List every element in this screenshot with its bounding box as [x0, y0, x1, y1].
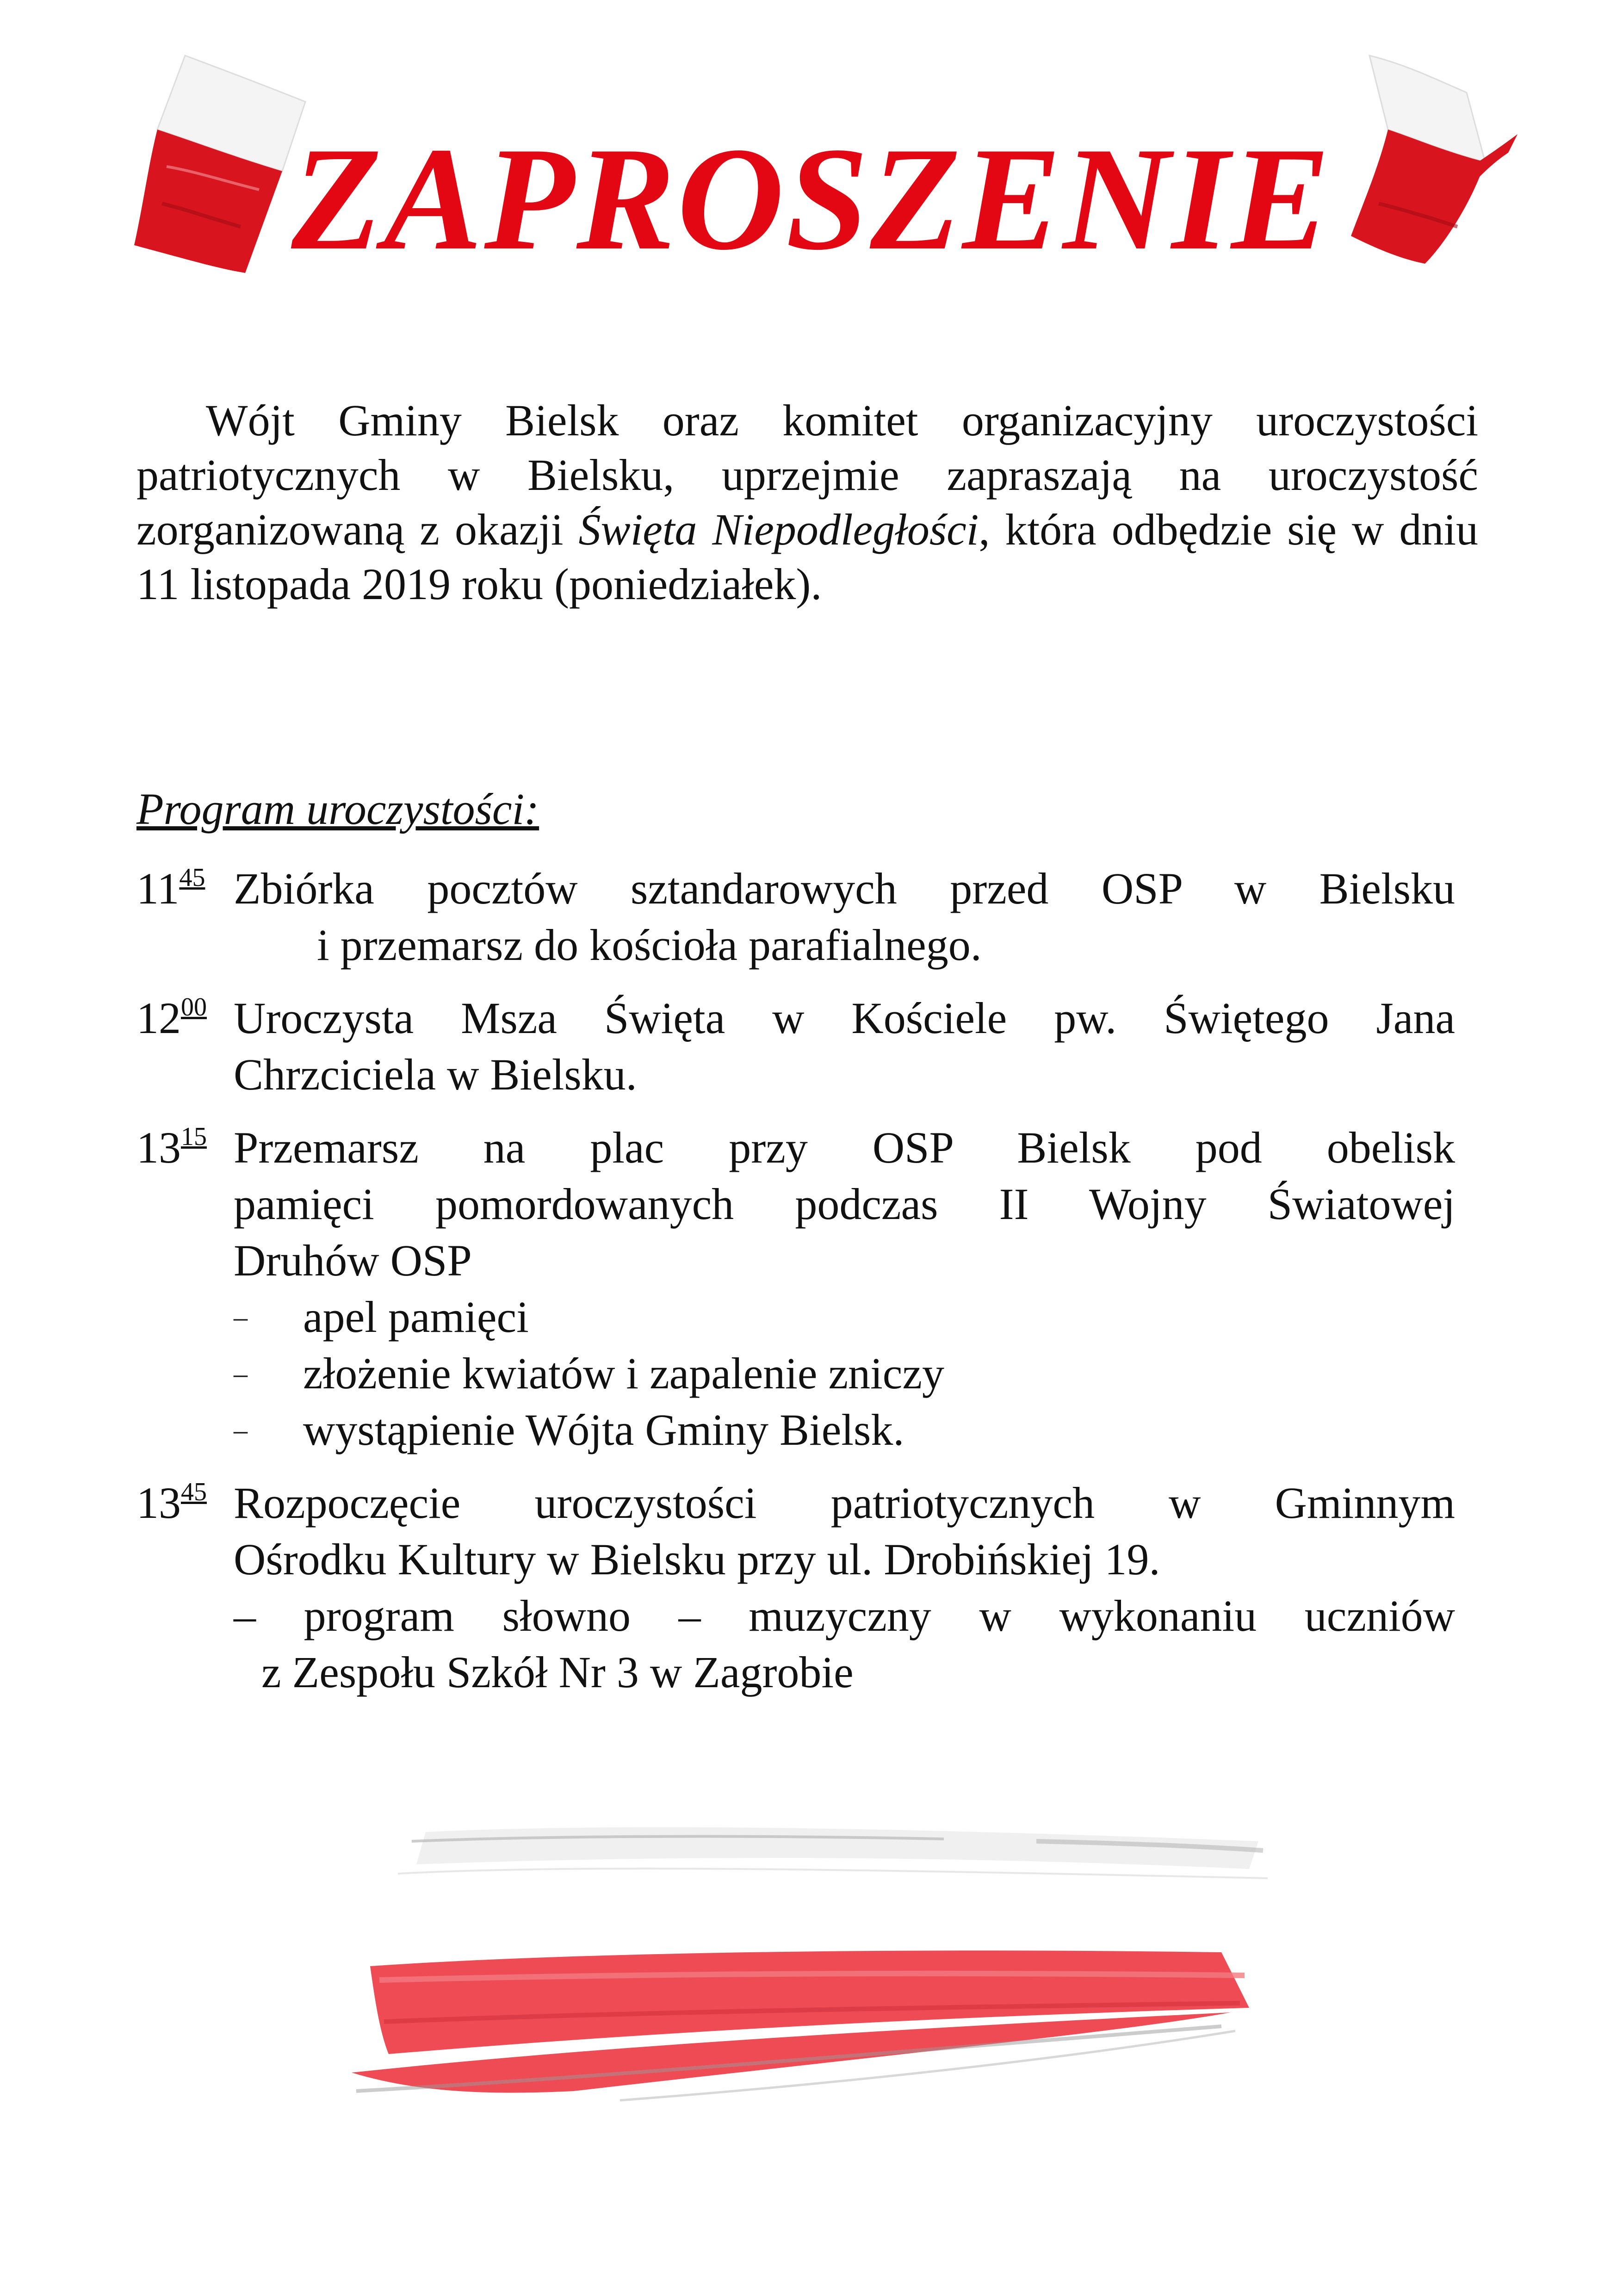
program-description: [234, 1120, 1455, 1458]
program-item: [136, 1475, 1455, 1701]
program-description: [234, 860, 1455, 973]
program-sub-list: [234, 1289, 1455, 1458]
program-line: – program słowno – muzyczny w wykonaniu uczniów: [234, 1591, 1455, 1640]
program-description: [234, 990, 1455, 1103]
program-minute: 15: [181, 1122, 207, 1151]
program-time: [136, 860, 234, 973]
program-line: Ośrodku Kultury w Bielsku przy ul. Drobińskiej 19.: [234, 1535, 1160, 1584]
program-sub-item: [234, 1289, 1455, 1345]
dash-bullet: –: [234, 1302, 248, 1332]
program-line: Druhów OSP: [234, 1236, 472, 1285]
program-sub-text: złożenie kwiatów i zapalenie zniczy: [303, 1349, 944, 1398]
brush-flag-icon: [342, 1813, 1295, 2128]
program-line: Chrzciciela w Bielsku.: [234, 1050, 637, 1099]
dash-bullet: –: [234, 1358, 248, 1389]
dash-bullet: –: [234, 1415, 248, 1445]
program-minute: 45: [181, 1478, 207, 1506]
program-item: [136, 1120, 1455, 1458]
program-sub-item: [234, 1402, 1455, 1458]
program-minute: 00: [181, 993, 207, 1021]
program-line: i przemarsz do kościoła parafialnego.: [317, 920, 982, 970]
program-minute: 45: [179, 863, 205, 892]
program-sub-text: apel pamięci: [303, 1292, 529, 1342]
program-hour: 13: [136, 1478, 181, 1528]
program-hour: 13: [136, 1123, 181, 1172]
program-item: [136, 990, 1455, 1103]
program-time: [136, 1120, 234, 1458]
program-line: Uroczysta Msza Święta w Kościele pw. Świętego Jana: [234, 993, 1455, 1043]
program-line: z Zespołu Szkół Nr 3 w Zagrobie: [261, 1647, 854, 1697]
program-hour: 12: [136, 993, 181, 1043]
program-heading: Program uroczystości:: [136, 784, 539, 834]
intro-text-start: Wójt Gminy Bielsk oraz komitet organizacyjny uroczystości patriotycznych w Bielsku, uprzejmie zapraszają na uroczystość zorganizowaną z okazji: [136, 396, 1478, 554]
program-sub-text: wystąpienie Wójta Gminy Bielsk.: [303, 1405, 904, 1454]
program-line: Zbiórka pocztów sztandarowych przed OSP w Bielsku: [234, 864, 1455, 913]
program-hour: 11: [136, 864, 180, 913]
program-line: Rozpoczęcie uroczystości patriotycznych w Gminnym: [234, 1478, 1455, 1528]
program-item: [136, 860, 1455, 973]
program-line: Przemarsz na plac przy OSP Bielsk pod obelisk: [234, 1123, 1455, 1172]
program-list: [136, 860, 1455, 1717]
program-sub-item: [234, 1345, 1455, 1402]
intro-holiday-name: Święta Niepodległości: [578, 505, 979, 554]
intro-text-end: , która odbędzie się w dniu 11 listopada 2019 roku (poniedziałek).: [136, 505, 1479, 609]
program-line: pamięci pomordowanych podczas II Wojny Światowej: [234, 1179, 1455, 1229]
intro-paragraph: [136, 393, 1478, 612]
program-time: [136, 990, 234, 1103]
program-description: [234, 1475, 1455, 1701]
program-time: [136, 1475, 234, 1701]
invitation-title: ZAPROSZENIE: [291, 117, 1332, 281]
